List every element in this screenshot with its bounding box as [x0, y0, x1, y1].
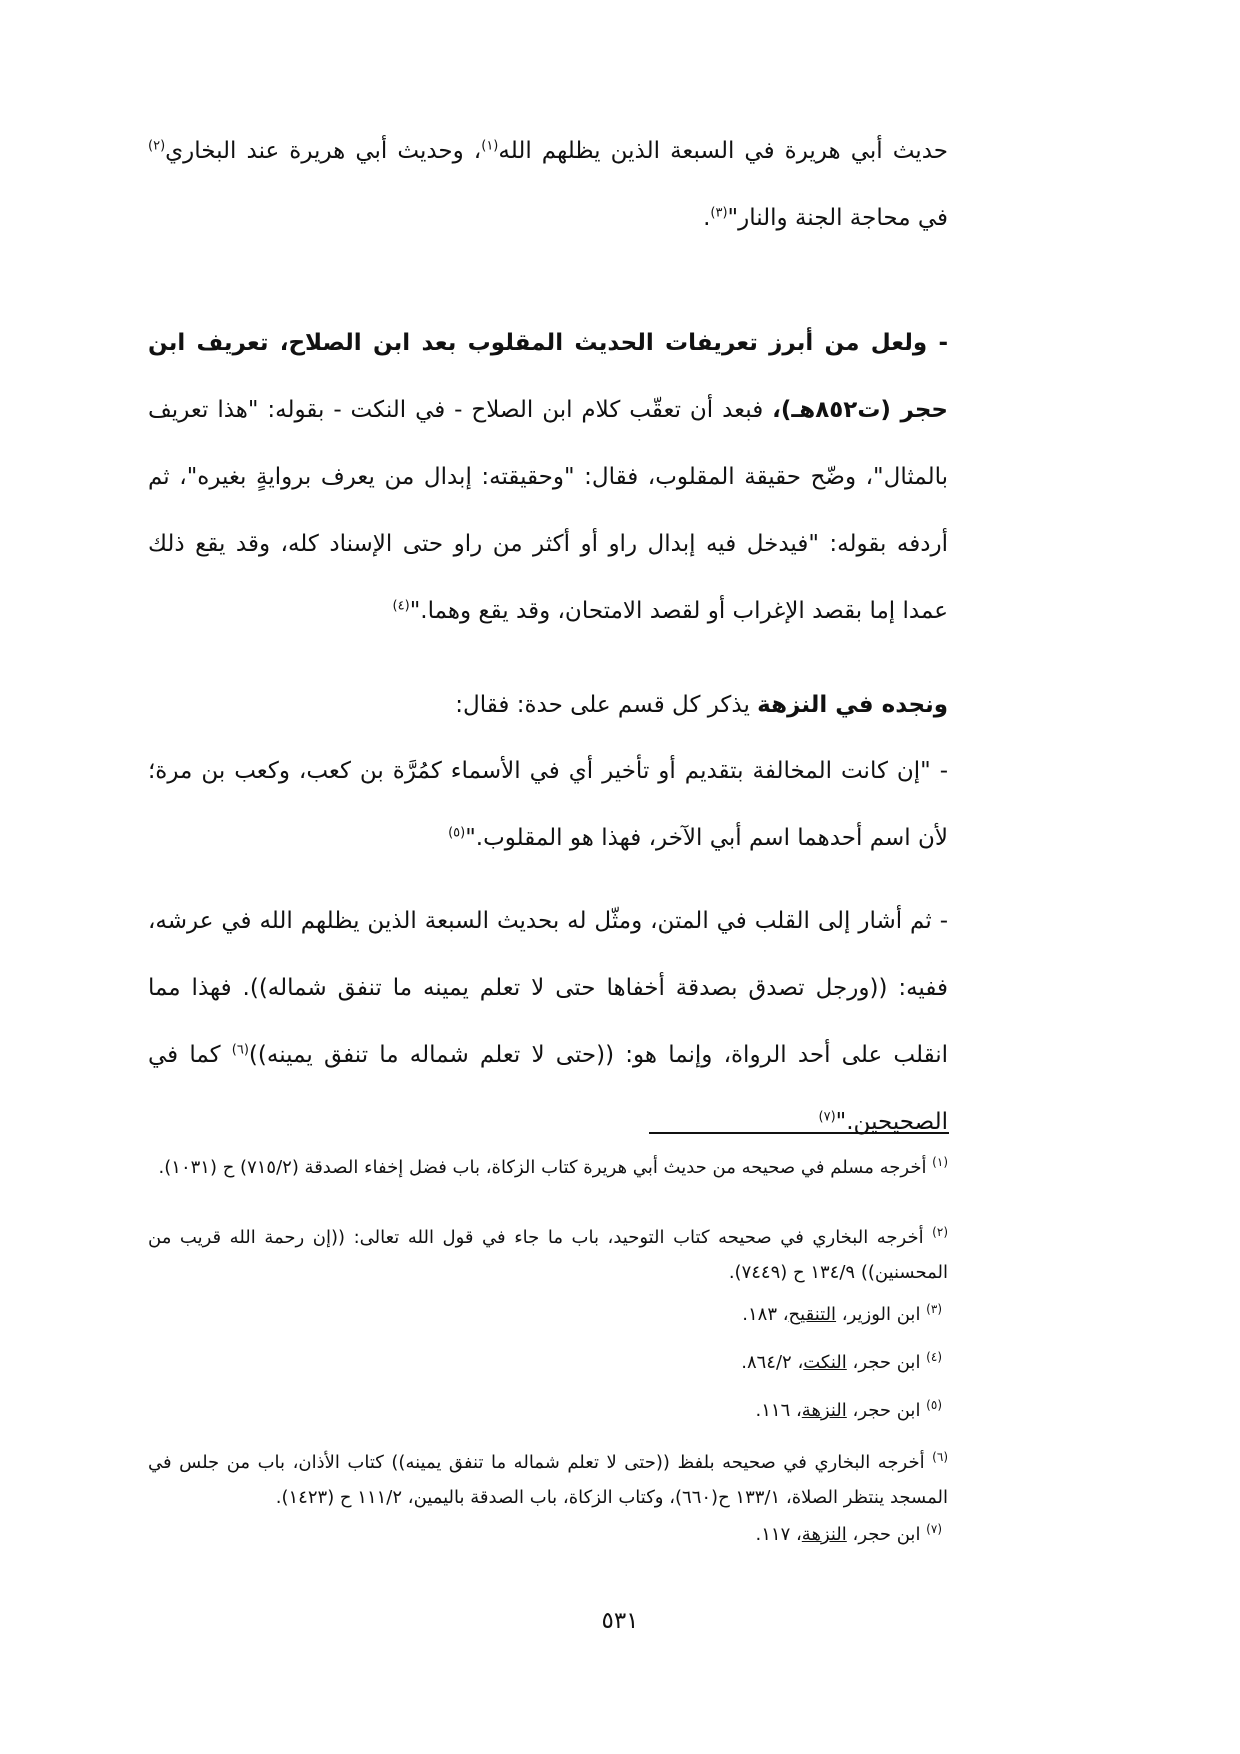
footnote-5-page: ، ١١٦.	[755, 1400, 802, 1421]
p3-text: يذكر كل قسم على حدة: فقال:	[455, 692, 758, 718]
footnote-4-page: ، ٨٦٤/٢.	[741, 1352, 804, 1373]
footnote-7-author: ابن حجر،	[846, 1524, 927, 1545]
footnote-5-book: النزهة	[801, 1400, 847, 1421]
footnote-ref-6[interactable]: (٦)	[231, 1042, 249, 1058]
footnote-6-number: (٦)	[932, 1450, 948, 1464]
p5-text-1: - ثم أشار إلى القلب في المتن، ومثّل له بحديث السبعة الذين يظلهم الله في عرشه، ففيه: ((ورجل تصدق بصدقة أخفاها حتى لا تعلم يمينه ما تنفق شماله)). فهذا مما انقلب على أحد الرواة، وإنما هو: ((حتى لا تعلم شماله ما تنفق يمينه))	[148, 908, 948, 1068]
footnote-2-text: أخرجه البخاري في صحيحه كتاب التوحيد، باب ما جاء في قول الله تعالى: ((إن رحمة الله قريب من المحسنين)) ١٣٤/٩ ح (٧٤٤٩).	[148, 1227, 948, 1283]
footnote-4-author: ابن حجر،	[846, 1352, 927, 1373]
footnote-3-author: ابن الوزير،	[836, 1304, 927, 1325]
footnote-1-text: أخرجه مسلم في صحيحه من حديث أبي هريرة كتاب الزكاة، باب فضل إخفاء الصدقة (٧١٥/٢) ح (١٠٣١).	[158, 1157, 933, 1178]
footnote-4-number: (٤)	[926, 1350, 942, 1364]
p2-bold-heading: - ولعل من أبرز تعريفات الحديث المقلوب بعد ابن الصلاح، تعريف ابن حجر (ت٨٥٢هـ)،	[148, 330, 949, 423]
footnote-7	[142, 1517, 942, 1552]
footnote-4-book: النكت	[803, 1352, 847, 1373]
paragraph-nuzha-intro	[148, 672, 948, 739]
footnote-7-number: (٧)	[926, 1522, 942, 1536]
footnote-3-book: التنقيح	[788, 1304, 837, 1325]
footnote-3-page: ، ١٨٣.	[742, 1304, 789, 1325]
paragraph-inversion-matn	[148, 888, 948, 1156]
paragraph-ibn-hajar-definition	[148, 310, 948, 645]
footnote-6-text: أخرجه البخاري في صحيحه بلفظ ((حتى لا تعلم شماله ما تنفق يمينه)) كتاب الأذان، باب من جلس في المسجد ينتظر الصلاة، ١٣٣/١ ح(٦٦٠)، وكتاب الزكاة، باب الصدقة باليمين، ١١١/٢ ح (١٤٢٣).	[148, 1452, 948, 1508]
page-number: ٥٣١	[601, 1608, 639, 1634]
footnote-2	[148, 1220, 948, 1290]
footnote-2-number: (٢)	[932, 1225, 948, 1239]
footnote-7-book: النزهة	[801, 1524, 847, 1545]
footnote-ref-7[interactable]: (٧)	[818, 1109, 836, 1125]
p1-text-3: في محاجة الجنة والنار"	[727, 205, 948, 231]
footnote-3-number: (٣)	[926, 1302, 942, 1316]
p1-text-2: ، وحديث أبي هريرة عند البخاري	[165, 138, 482, 164]
footnote-7-page: ، ١١٧.	[755, 1524, 802, 1545]
footnote-4	[142, 1345, 942, 1380]
p1-text-1: حديث أبي هريرة في السبعة الذين يظلهم الله	[498, 138, 948, 164]
p5-text-2: كما في الصحيحين."	[148, 1042, 948, 1135]
footnote-ref-5[interactable]: (٥)	[448, 825, 466, 841]
p1-text-4: .	[703, 205, 711, 231]
paragraph-inversion-names	[148, 738, 948, 872]
footnote-1-number: (١)	[932, 1155, 948, 1169]
footnote-ref-1[interactable]: (١)	[481, 138, 499, 154]
footnote-3	[142, 1297, 942, 1332]
footnote-ref-2[interactable]: (٢)	[148, 138, 166, 154]
footnote-ref-4[interactable]: (٤)	[392, 598, 410, 614]
footnote-1	[148, 1150, 948, 1185]
footnote-separator	[649, 1132, 949, 1134]
footnote-6	[148, 1445, 948, 1515]
footnote-5-number: (٥)	[926, 1398, 942, 1412]
footnote-5-author: ابن حجر،	[846, 1400, 927, 1421]
p2-text: فبعد أن تعقّب كلام ابن الصلاح - في النكت - بقوله: "هذا تعريف بالمثال"، وضّح حقيقة المقلوب، فقال: "وحقيقته: إبدال من يعرف بروايةٍ بغيره"، ثم أردفه بقوله: "فيدخل فيه إبدال راو أو أكثر من راو حتى الإسناد كله، وقد يقع ذلك عمدا إما بقصد الإغراب أو لقصد الامتحان، وقد يقع وهما."	[148, 397, 948, 624]
footnote-ref-3[interactable]: (٣)	[710, 205, 728, 221]
p4-text: - "إن كانت المخالفة بتقديم أو تأخير أي في الأسماء كمُرَّة بن كعب، وكعب بن مرة؛ لأن اسم أحدهما اسم أبي الآخر، فهذا هو المقلوب."	[148, 758, 948, 851]
footnote-5	[142, 1393, 942, 1428]
paragraph-hadith-references	[148, 118, 948, 252]
p3-bold-text: ونجده في النزهة	[757, 692, 948, 718]
